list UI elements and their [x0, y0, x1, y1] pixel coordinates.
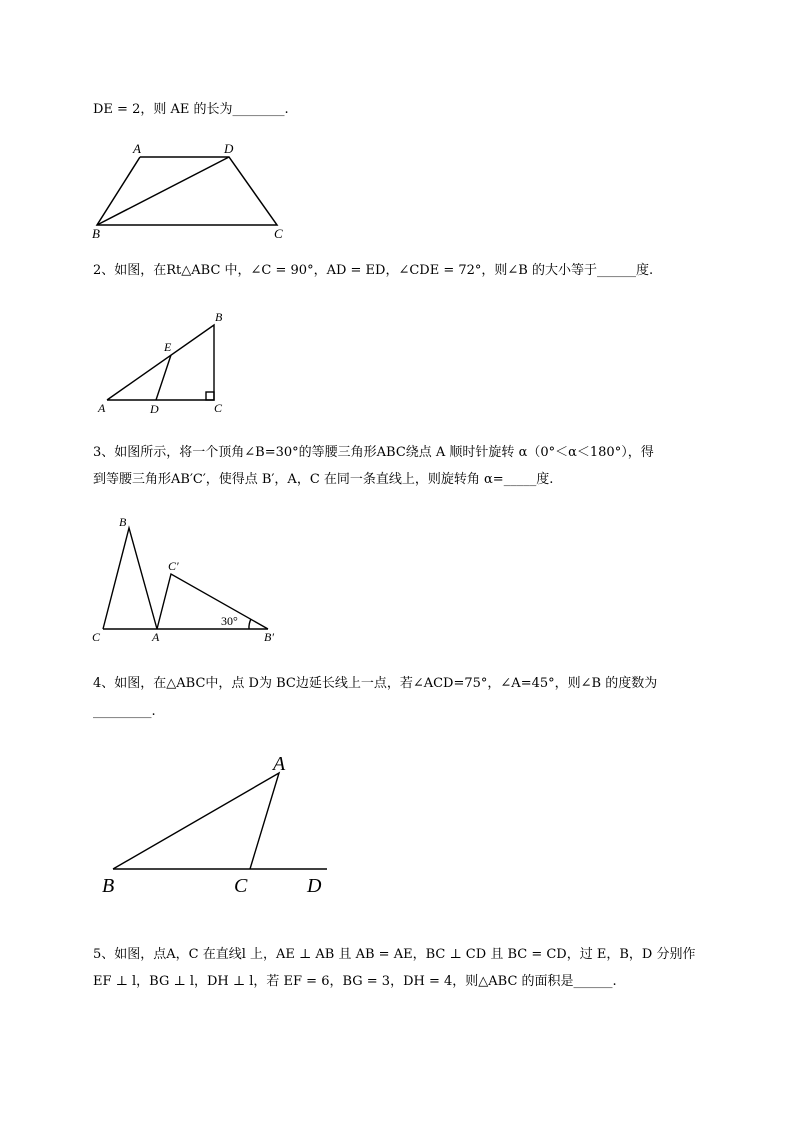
fig3-label-B: B	[119, 515, 127, 529]
fig2-label-B: B	[215, 310, 223, 324]
fig3-label-B1: B′	[264, 630, 274, 644]
fig2-label-E: E	[164, 340, 172, 354]
fig4-label-C: C	[234, 875, 248, 897]
fig3-label-A: A	[152, 630, 160, 644]
fig2-label-D: D	[150, 402, 159, 416]
q3-line2: 到等腰三角形AB′C′，使得点 B′，A，C 在同一条直线上，则旋转角 α=_____度.	[93, 472, 554, 487]
fig2-label-C: C	[214, 401, 223, 415]
figure-4-triangle-extension	[113, 773, 327, 869]
q4-line1: 4、如图，在△ABC中，点 D为 BC边延长线上一点，若∠ACD=75°，∠A=45°，则∠B 的度数为	[93, 676, 658, 691]
fig1-label-B: B	[92, 226, 100, 241]
q2-text: 2、如图，在Rt△ABC 中，∠C = 90°，AD = ED，∠CDE = 72°，则∠B 的大小等于______度.	[93, 263, 654, 278]
fig3-angle-label: 30°	[221, 614, 238, 628]
q4-line2: _________.	[93, 704, 156, 719]
fig1-label-D: D	[224, 141, 234, 156]
q1-tail-text: DE = 2，则 AE 的长为________.	[93, 102, 289, 117]
fig2-label-A: A	[98, 401, 106, 415]
fig4-label-A: A	[273, 753, 286, 775]
figure-2-right-triangle	[107, 325, 214, 400]
fig1-label-A: A	[133, 141, 141, 156]
fig3-label-C: C	[92, 630, 101, 644]
figure-1-trapezoid	[97, 157, 277, 225]
fig3-label-C1: C′	[168, 559, 179, 573]
q3-line1: 3、如图所示，将一个顶角∠B=30°的等腰三角形ABC绕点 A 顺时针旋转 α（0°＜α＜180°），得	[93, 445, 654, 460]
fig4-label-D: D	[307, 875, 322, 897]
q5-line1: 5、如图，点A，C 在直线l 上，AE ⊥ AB 且 AB = AE，BC ⊥ CD 且 BC = CD，过 E，B，D 分别作	[93, 947, 696, 962]
q5-line2: EF ⊥ l，BG ⊥ l，DH ⊥ l，若 EF = 6，BG = 3，DH = 4，则△ABC 的面积是______.	[93, 974, 617, 989]
figure-3-rotation	[103, 528, 268, 629]
fig1-label-C: C	[274, 226, 283, 241]
fig4-label-B: B	[102, 875, 115, 897]
